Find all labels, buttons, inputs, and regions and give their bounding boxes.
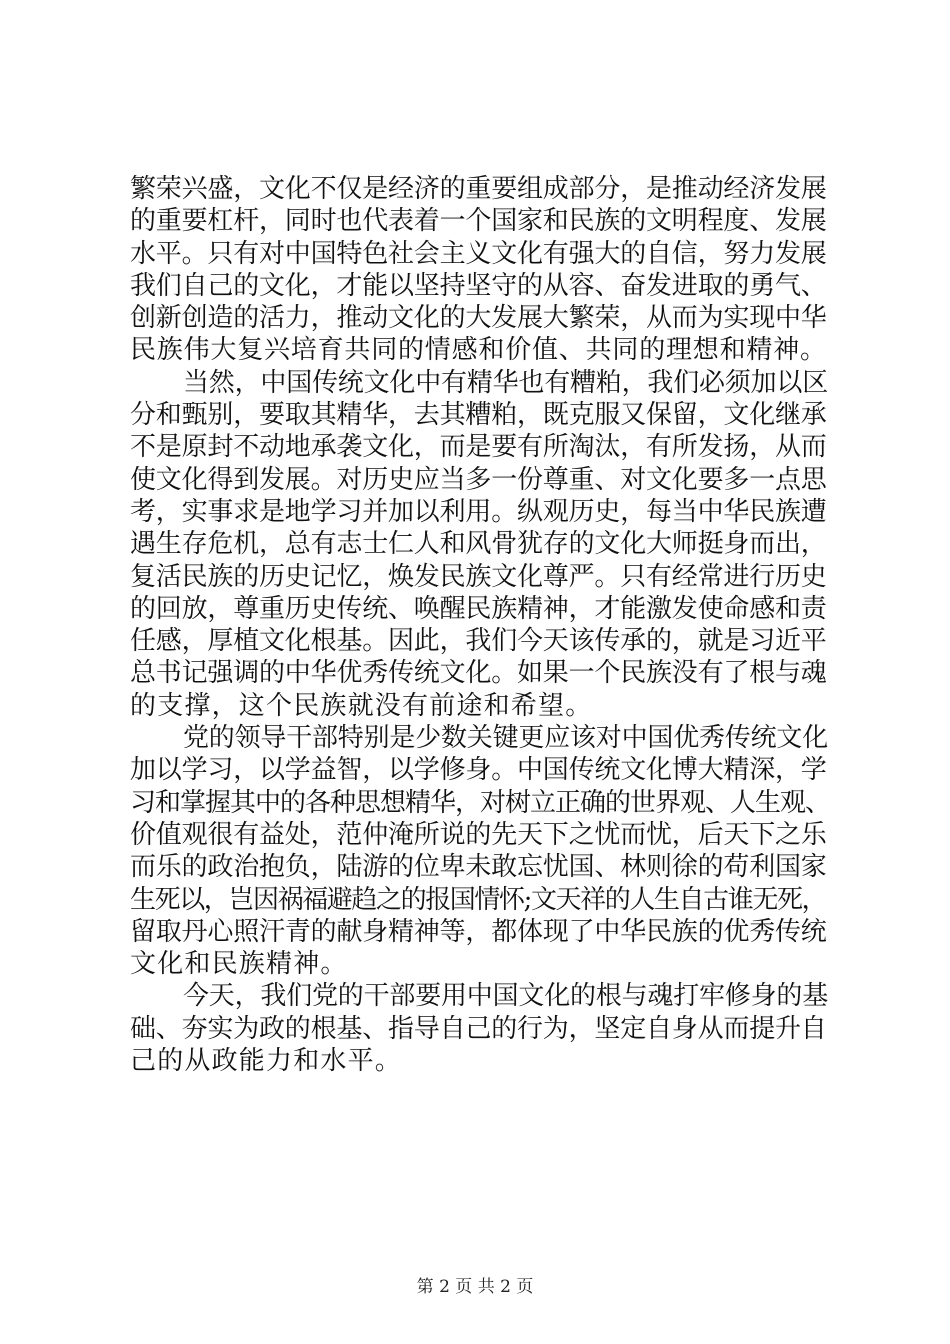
text-line: 习和掌握其中的各种思想精华，对树立正确的世界观、人生观、 — [130, 787, 831, 818]
text-line: 水平。只有对中国特色社会主义文化有强大的自信，努力发展 — [130, 238, 827, 269]
text-line: 复活民族的历史记忆，焕发民族文化尊严。只有经常进行历史 — [130, 561, 827, 592]
text-line: 而乐的政治抱负，陆游的位卑未敢忘忧国、林则徐的苟利国家 — [130, 852, 827, 883]
text-line: 我们自己的文化，才能以坚持坚守的从容、奋发进取的勇气、 — [130, 270, 827, 301]
text-line: 础、夯实为政的根基、指导自己的行为，坚定自身从而提升自 — [130, 1013, 827, 1044]
text-line: 民族伟大复兴培育共同的情感和价值、共同的理想和精神。 — [130, 335, 827, 366]
text-line: 繁荣兴盛，文化不仅是经济的重要组成部分，是推动经济发展 — [130, 174, 827, 204]
paragraph-first-line: 今天，我们党的干部要用中国文化的根与魂打牢修身的基 — [183, 981, 829, 1012]
text-line: 的回放，尊重历史传统、唤醒民族精神，才能激发使命感和责 — [130, 593, 827, 624]
text-line: 考，实事求是地学习并加以利用。纵观历史，每当中华民族遭 — [130, 496, 827, 527]
text-line: 己的从政能力和水平。 — [130, 1046, 403, 1077]
text-line: 价值观很有益处，范仲淹所说的先天下之忧而忧，后天下之乐 — [130, 819, 827, 850]
paragraph-first-line: 党的领导干部特别是少数关键更应该对中国优秀传统文化 — [183, 723, 829, 754]
text-line: 任感，厚植文化根基。因此，我们今天该传承的，就是习近平 — [130, 626, 827, 657]
paragraph-first-line: 当然，中国传统文化中有精华也有糟粕，我们必须加以区 — [183, 367, 829, 398]
text-line: 的重要杠杆，同时也代表着一个国家和民族的文明程度、发展 — [130, 206, 827, 237]
text-line: 创新创造的活力，推动文化的大发展大繁荣，从而为实现中华 — [130, 303, 827, 334]
text-line: 不是原封不动地承袭文化，而是要有所淘汰，有所发扬，从而 — [130, 432, 827, 463]
text-line: 生死以，岂因祸福避趋之的报国情怀;文天祥的人生自古谁无死， — [130, 884, 827, 915]
body-text — [130, 173, 830, 1077]
text-line: 的支撑，这个民族就没有前途和希望。 — [130, 690, 593, 721]
text-line: 遇生存危机，总有志士仁人和风骨犹存的文化大师挺身而出， — [130, 529, 827, 560]
page-footer: 第 2 页 共 2 页 — [416, 1277, 534, 1297]
text-line: 文化和民族精神。 — [130, 949, 348, 980]
text-line: 使文化得到发展。对历史应当多一份尊重、对文化要多一点思 — [130, 464, 827, 495]
text-line: 总书记强调的中华优秀传统文化。如果一个民族没有了根与魂 — [130, 658, 827, 689]
text-line: 分和甄别，要取其精华，去其糟粕，既克服又保留，文化继承 — [130, 400, 827, 431]
text-line: 加以学习，以学益智，以学修身。中国传统文化博大精深，学 — [130, 755, 827, 786]
text-line: 留取丹心照汗青的献身精神等，都体现了中华民族的优秀传统 — [130, 916, 827, 947]
